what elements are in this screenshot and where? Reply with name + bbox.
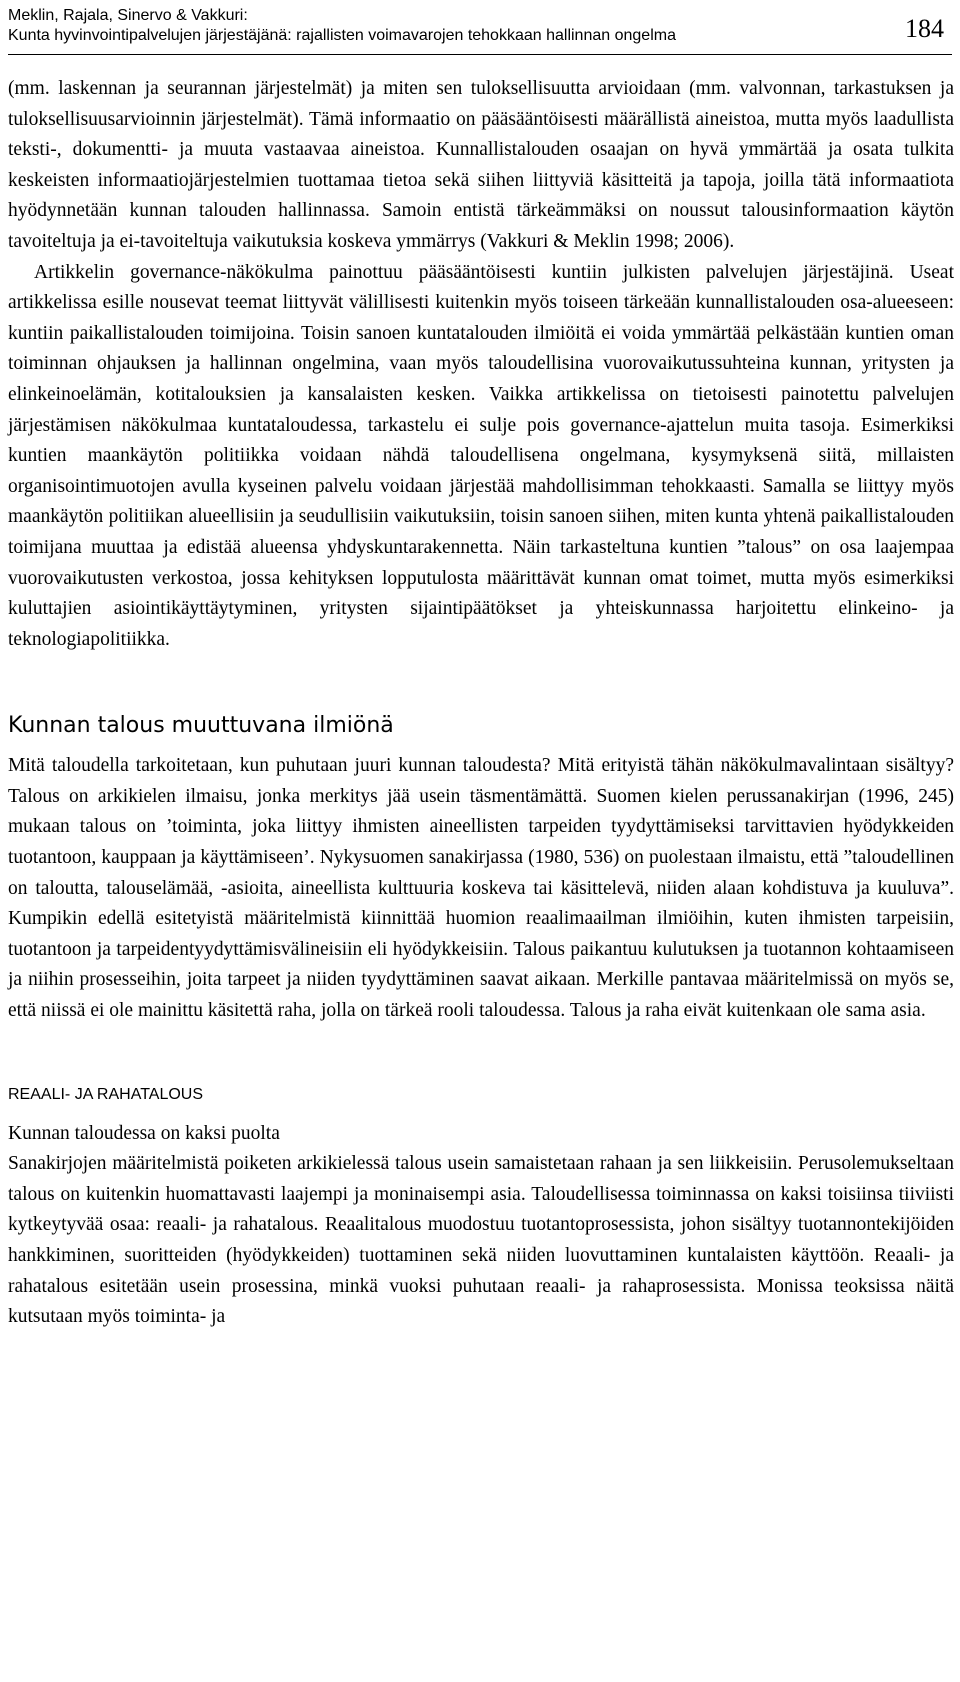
- page-number: 184: [905, 14, 944, 43]
- subsection-heading: REAALI- JA RAHATALOUS: [8, 1085, 204, 1103]
- page-body: [8, 74, 954, 1333]
- paragraph-1: (mm. laskennan ja seurannan järjestelmät) ja miten sen tuloksellisuutta arvioidaan (mm. valvonnan, tarkastuksen ja tuloksellisuusarvioinnin järjestelmät). Tämä informaatio on pääsääntöisesti määrällistä aineistoa, mutta myös laadullista teksti-, dokumentti- ja muuta vastaavaa aineistoa. Kunnallistalouden osaajan on hyvä ymmärtää ja osata tulkita keskeisten informaatiojärjestelmien tuottamaa tietoa sekä siihen liittyviä käsitteitä ja tapoja, joilla tätä informaatiota hyödynnetään kunnan talouden hallinnassa. Samoin entistä tärkeämmäksi on noussut talousinformaation käytön tavoiteltuja ja ei-tavoiteltuja vaikutuksia koskeva ymmärrys (Vakkuri & Meklin 1998; 2006).: [8, 78, 954, 252]
- header-rule: [8, 54, 952, 55]
- header-authors: Meklin, Rajala, Sinervo & Vakkuri:: [8, 7, 248, 24]
- running-header: [8, 6, 908, 46]
- paragraph-3: Mitä taloudella tarkoitetaan, kun puhutaan juuri kunnan taloudesta? Mitä erityistä tähän näkökulmavalintaan sisältyy? Talous on arkikielen ilmaisu, jonka merkitys jää usein täsmentämättä. Suomen kielen perussanakirjan (1996, 245) mukaan talous on ’toiminta, joka liittyy ihmisten aineellisten tarpeiden tyydyttämiseksi tarvittavien hyödykkeiden tuotantoon, kauppaan ja käyttämiseen’. Nykysuomen sanakirjassa (1980, 536) on puolestaan ilmaistu, että ”taloudellinen on taloutta, talouselämää, -asioita, aineellista kulttuuria koskeva tai käsittelevä, niiden alaan kohdistuva ja kuuluva”. Kumpikin edellä esitetyistä määritelmistä kiinnittää huomion reaalimaailman ilmiöihin, kuten ihmisten tarpeisiin, tuotantoon ja tarpeidentyydyttämisvälineisiin eli hyödykkeisiin. Talous paikantuu kulutuksen ja tuotannon kohtaamiseen ja niihin prosesseihin, joita tarpeet ja niiden tyydyttäminen saavat aikaan. Merkille pantavaa määritelmissä on myös se, että niissä ei ole mainittu käsitettä raha, jolla on tärkeä rooli taloudessa. Talous ja raha eivät kuitenkaan ole sama asia.: [8, 755, 954, 1022]
- paragraph-4: Sanakirjojen määritelmistä poiketen arkikielessä talous usein samaistetaan rahaan ja sen liikkeisiin. Perusolemukseltaan talous on kuitenkin huomattavasti laajempi ja moninaisempi asia. Taloudellisessa toiminnassa on kaksi toisiinsa tiiviisti kytkeytyvää osaa: reaali- ja rahatalous. Reaalitalous muodostuu tuotantoprosessista, johon sisältyy tuotannontekijöiden hankkiminen, suoritteiden (hyödykkeiden) tuottaminen sekä niiden luovuttaminen kuntalaisten käyttöön. Reaali- ja rahatalous esitetään usein prosessina, minkä vuoksi puhutaan reaali- ja rahaprosessista. Monissa teoksissa näitä kutsutaan myös toiminta- ja: [8, 1153, 954, 1328]
- paragraph-2: Artikkelin governance-näkökulma painottuu pääsääntöisesti kuntiin julkisten palvelujen järjestäjinä. Useat artikkelissa esille nousevat teemat liittyvät välillisesti kuitenkin myös toiseen tärkeään kunnallistalouden osa-alueeseen: kuntiin paikallistalouden toimijoina. Toisin sanoen kuntatalouden ilmiöitä ei voida ymmärtää pelkästään kuntien oman toiminnan ohjauksen ja hallinnan ongelmina, vaan myös taloudellisina vuorovaikutussuhteina kunnan, yritysten ja elinkeinoelämän, kotitalouksien ja kansalaisten kesken. Vaikka artikkelissa on tietoisesti painotettu palvelujen järjestämisen näkökulmaa kuntataloudessa, tarkastelu ei sulje pois governance-ajattelun muita tasoja. Esimerkiksi kuntien maankäytön politiikka voidaan nähdä taloudellisena ongelmana, kysymyksenä siitä, millaisten organisointimuotojen avulla kyseinen palvelu voidaan järjestää mahdollisimman tehokkaasti. Samalla se liittyy myös maankäytön politiikan alueellisiin ja seudullisiin vaikutuksiin, toisin sanoen siihen, miten kunta yhtenä paikallistalouden toimijana muuttaa ja edistää alueensa yhdyskuntarakennetta. Näin tarkasteltuna kuntien ”talous” on osa laajempaa vuorovaikutusten verkostoa, jossa kehityksen lopputulosta määrittävät kunnan omat toimet, mutta myös esimerkiksi kuluttajien asiointikäyttäytyminen, yritysten sijaintipäätökset ja yhteiskunnassa harjoitettu elinkeino- ja teknologiapolitiikka.: [8, 261, 954, 650]
- header-title: Kunta hyvinvointipalvelujen järjestäjänä: rajallisten voimavarojen tehokkaan hallinnan ongelma: [8, 27, 676, 44]
- subsection-subhead: Kunnan taloudessa on kaksi puolta: [8, 1122, 280, 1144]
- section-heading: Kunnan talous muuttuvana ilmiönä: [8, 713, 394, 739]
